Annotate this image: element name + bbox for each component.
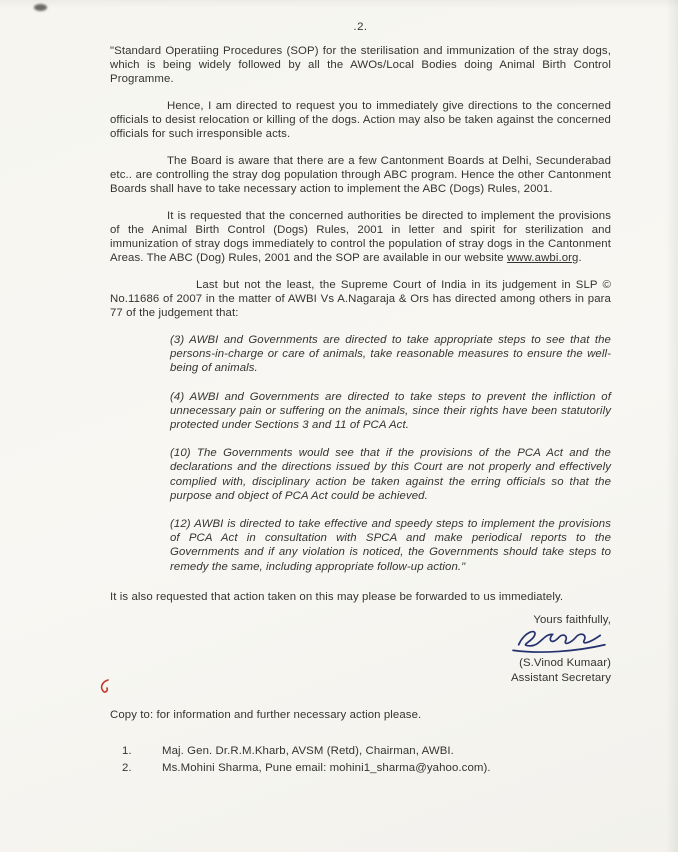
paragraph-cantonment-boards: The Board is aware that there are a few Cantonment Boards at Delhi, Secunderabad etc.. are controlling the stray dog population through ABC program. Hence the other Cantonment Boards shall have to take necessary action to implement the ABC (Dogs) Rules, 2001. — [110, 155, 611, 195]
judgement-quote-para10: (10) The Governments would see that if the provisions of the PCA Act and the declarations and the directions issued by this Court are not properly and effectively complied with, disciplinary action be taken against the erring officials so that the purpose and object of PCA Act could be achieved. — [170, 447, 611, 502]
signatory-name: (S.Vinod Kumaar) — [519, 656, 611, 669]
recipient-text: Maj. Gen. Dr.R.M.Kharb, AVSM (Retd), Chairman, AWBI. — [162, 744, 454, 757]
recipient-number: 1. — [122, 744, 132, 757]
judgement-quote-para3: (3) AWBI and Governments are directed to take appropriate steps to see that the persons-in-charge or care of animals, take reasonable measures to ensure the well-being of animals. — [170, 334, 611, 375]
judgement-quote-para12: (12) AWBI is directed to take effective and speedy steps to implement the provisions of PCA Act in consultation with SPCA and make periodical reports to the Governments and if any violation is noticed, the Governments should take steps to remedy the same, including appropriate follow-up action." — [170, 518, 611, 573]
recipient-text: Ms.Mohini Sharma, Pune email: mohini1_sharma@yahoo.com). — [162, 761, 491, 774]
recipient-row — [122, 761, 611, 775]
paragraph-supreme-court: Last but not the least, the Supreme Court of India in its judgement in SLP © No.11686 of 2007 in the matter of AWBI Vs A.Nagaraja & Ors has directed among others in para 77 of the judgement that: — [110, 279, 611, 319]
copy-to-line: Copy to: for information and further necessary action please. — [110, 708, 422, 721]
closing-line: It is also requested that action taken on this may please be forwarded to us immediately. — [110, 590, 564, 603]
recipient-row — [122, 744, 611, 758]
paragraph-sop-intro: "Standard Operatiing Procedures (SOP) for the sterilisation and immunization of the stray dogs, which is being widely followed by all the AWOs/Local Bodies doing Animal Birth Control Programme. — [110, 45, 611, 85]
recipient-number: 2. — [122, 761, 132, 774]
valediction: Yours faithfully, — [533, 613, 611, 626]
paragraph-directions-request: Hence, I am directed to request you to immediately give directions to the concerned officials to desist relocation or killing of the dogs. Action may also be taken against the concerned officials for such irresponsible acts. — [110, 100, 611, 140]
paragraph-abc-implementation — [110, 209, 611, 265]
paragraph-abc-implementation-text: It is requested that the concerned authorities be directed to implement the provisions of the Animal Birth Control (Dogs) Rules, 2001 in letter and spirit for sterilization and immunization of stray dogs immediately to control the population of stray dogs in the Cantonment Areas. The ABC (Dog) Rules, 2001 and the SOP are available in our website — [110, 210, 611, 264]
judgement-quote-para4: (4) AWBI and Governments are directed to take steps to prevent the infliction of unnecessary pain or suffering on the animals, since their rights have been statutorily protected under Sections 3 and 11 of PCA Act. — [170, 390, 611, 432]
website-link[interactable]: www.awbi.org — [507, 252, 579, 264]
letter-content — [110, 20, 611, 778]
page-number: .2. — [353, 21, 368, 33]
paragraph-abc-implementation-tail: . — [578, 252, 582, 264]
signature-scribble — [506, 626, 611, 656]
red-ink-mark-glyph — [97, 678, 111, 696]
recipient-list — [110, 744, 611, 775]
red-ink-mark — [97, 678, 111, 701]
signature-block — [421, 613, 611, 686]
signatory-title: Assistant Secretary — [510, 671, 611, 684]
scan-artifact-speck — [34, 4, 47, 11]
signature — [421, 626, 611, 656]
